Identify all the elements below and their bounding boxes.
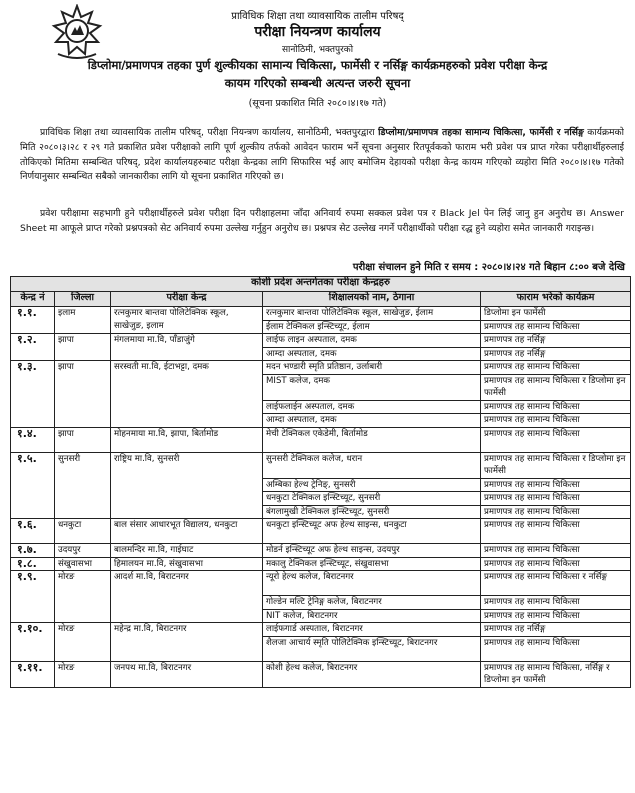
exam-center-cell: महेन्द्र मा.वि, बिराटनगर xyxy=(111,623,263,662)
district-cell: इलाम xyxy=(55,307,111,334)
center-number: १.८. xyxy=(11,557,55,571)
program-cell: प्रमाणपत्र तह सामान्य चिकित्सा xyxy=(481,557,631,571)
publish-date: (सूचना प्रकाशित मिति २०८०।४।१७ गते) xyxy=(248,98,387,109)
program-cell: प्रमाणपत्र तह नर्सिङ्ग xyxy=(481,623,631,637)
col-header-program: फाराम भरेको कार्यक्रम xyxy=(481,292,631,307)
table-row xyxy=(11,334,631,348)
program-cell: प्रमाणपत्र तह सामान्य चिकित्सा xyxy=(481,478,631,492)
school-cell: लाईफगार्ड अस्पताल, बिराटनगर xyxy=(263,623,481,637)
program-cell: प्रमाणपत्र तह सामान्य चिकित्सा xyxy=(481,492,631,506)
program-cell: प्रमाणपत्र तह सामान्य चिकित्सा xyxy=(481,400,631,414)
center-number: १.१. xyxy=(11,307,55,334)
district-cell: मोरङ xyxy=(55,623,111,662)
table-row xyxy=(11,557,631,571)
exam-center-cell: मोहनमाया मा.वि, झापा, बिर्तामोड xyxy=(111,427,263,452)
district-cell: झापा xyxy=(55,361,111,428)
office-address: सानोठिमी, भक्तपुरको xyxy=(281,45,354,55)
school-cell: मकालु टेक्निकल इन्स्टिच्यूट, संखुवासभा xyxy=(263,557,481,571)
school-cell: आम्दा अस्पताल, दमक xyxy=(263,414,481,428)
col-header-school: शिक्षालयको नाम, ठेगाना xyxy=(263,292,481,307)
table-title: कोशी प्रदेश अन्तर्गतका परीक्षा केन्द्रहरु xyxy=(11,277,631,292)
district-cell: मोरङ xyxy=(55,571,111,623)
table-row xyxy=(11,661,631,687)
school-cell: धनकुटा टेक्निकल इन्स्टिच्यूट, सुनसरी xyxy=(263,492,481,506)
notice-paragraph-2: प्रवेश परीक्षामा सहभागी हुने परीक्षार्थीहरुले प्रवेश परीक्षा दिन परीक्षाहलमा जाँदा अनिवार्य रुपमा सक्कल प्रवेश पत्र र Black Jel पेन लिई जानु हुन अनुरोध छ। Answer Sheet मा आफूले प्राप्त गरेको प्रश्नपत्रको सेट अनिवार्य रुपमा उल्लेख गर्नुहुन अनुरोध छ। प्रश्नपत्र सेट उल्लेख नगर्ने परीक्षार्थीको परीक्षा रद्ध हुने व्यहोरा समेत जानकारी गराइन्छ। xyxy=(20,208,624,234)
district-cell: उदयपुर xyxy=(55,544,111,558)
col-header-district: जिल्ला xyxy=(55,292,111,307)
center-number: १.५. xyxy=(11,452,55,519)
exam-center-cell: रत्नकुमार बान्तवा पोलिटेक्निक स्कूल, साखेजुङ, इलाम xyxy=(111,307,263,334)
program-cell: प्रमाणपत्र तह सामान्य चिकित्सा र डिप्लोमा इन फार्मेसी xyxy=(481,374,631,400)
school-cell: MIST कलेज, दमक xyxy=(263,374,481,400)
school-cell: न्यूरो हेल्थ कलेज, बिराटनगर xyxy=(263,571,481,596)
school-cell: ईलाम टेक्निकल इन्स्टिच्यूट, ईलाम xyxy=(263,320,481,334)
district-cell: संखुवासभा xyxy=(55,557,111,571)
school-cell: लाईफलाईन अस्पताल, दमक xyxy=(263,400,481,414)
district-cell: झापा xyxy=(55,334,111,361)
exam-datetime: परीक्षा संचालन हुने मिति र समय : २०८०।४।२४ गते बिहान ८:०० बजे देखि xyxy=(352,262,625,273)
col-header-exam-center: परीक्षा केन्द्र xyxy=(111,292,263,307)
table-row xyxy=(11,452,631,478)
program-cell: प्रमाणपत्र तह सामान्य चिकित्सा र नर्सिङ्ग xyxy=(481,571,631,596)
school-cell: मोडर्न इन्स्टिच्यूट अफ हेल्थ साइन्स, उदयपुर xyxy=(263,544,481,558)
school-cell: रत्नकुमार बान्तवा पोलिटेक्निक स्कूल, साखेजुङ, ईलाम xyxy=(263,307,481,321)
exam-center-cell: बाल संसार आधारभूत विद्यालय, धनकुटा xyxy=(111,519,263,544)
center-number: १.४. xyxy=(11,427,55,452)
district-cell: झापा xyxy=(55,427,111,452)
program-cell: प्रमाणपत्र तह सामान्य चिकित्सा, नर्सिङ्ग र डिप्लोमा इन फार्मेसी xyxy=(481,661,631,687)
school-cell: कोशी हेल्थ कलेज, बिराटनगर xyxy=(263,661,481,687)
exam-centers-table xyxy=(10,276,631,688)
office-name: परीक्षा नियन्त्रण कार्यालय xyxy=(254,24,381,40)
program-cell: प्रमाणपत्र तह सामान्य चिकित्सा xyxy=(481,544,631,558)
school-cell: NIT कलेज, बिराटनगर xyxy=(263,609,481,623)
center-number: १.१०. xyxy=(11,623,55,662)
exam-center-cell: सरस्वती मा.वि, ईटाभट्टा, दमक xyxy=(111,361,263,428)
exam-center-cell: बालमन्दिर मा.वि, गाईघाट xyxy=(111,544,263,558)
table-row xyxy=(11,571,631,596)
school-cell: धनकुटा इन्स्टिच्यूट अफ हेल्थ साइन्स, धनकुटा xyxy=(263,519,481,544)
table-row xyxy=(11,427,631,452)
school-cell: शैलजा आचार्य स्मृति पोलिटेक्निक इन्स्टिच्यूट, बिराटनगर xyxy=(263,636,481,661)
program-cell: प्रमाणपत्र तह नर्सिङ्ग xyxy=(481,347,631,361)
program-cell: प्रमाणपत्र तह सामान्य चिकित्सा xyxy=(481,505,631,519)
col-header-center-no: केन्द्र नं xyxy=(11,292,55,307)
school-cell: सुनसरी टेक्निकल कलेज, धरान xyxy=(263,452,481,478)
exam-center-cell: राष्ट्रिय मा.वि, सुनसरी xyxy=(111,452,263,519)
notice-paragraph-1: प्राविधिक शिक्षा तथा व्यावसायिक तालीम परिषद्, परीक्षा नियन्त्रण कार्यालय, सानोठिमी, भक्तपुरद्वारा डिप्लोमा/प्रमाणपत्र तहका सामान्य चिकित्सा, फार्मेसी र नर्सिङ्ग कार्यक्रमको मिति २०८०।३।२८ र २९ गते प्रकाशित प्रवेश परीक्षाको लागि पूर्ण शुल्कीय तर्फको आवेदन फाराम भर्ने सूचना अनुसार रितपूर्वकको फाराम भरी प्रवेश पत्र प्राप्त गरेका परीक्षार्थीहरुलाई तोकिएको मितिमा सम्बन्धित परिषद्, प्रदेश कार्यालयहरुबाट परीक्षा केन्द्रका लागि सिफारिस भई आए बमोजिम देहायको परीक्षा केन्द्र कायम गरिएको व्यहोरा मिति २०८०।४।१७ गतेको निर्णयानुसार सम्बन्धित सबैको जानकारीका लागि यो सूचना प्रकाशित गरिएको छ। xyxy=(20,127,624,183)
program-cell: प्रमाणपत्र तह सामान्य चिकित्सा xyxy=(481,636,631,661)
program-cell: प्रमाणपत्र तह सामान्य चिकित्सा र डिप्लोमा इन फार्मेसी xyxy=(481,452,631,478)
program-cell: प्रमाणपत्र तह सामान्य चिकित्सा xyxy=(481,320,631,334)
district-cell: मोरङ xyxy=(55,661,111,687)
exam-center-cell: जनपथ मा.वि, बिराटनगर xyxy=(111,661,263,687)
center-number: १.११. xyxy=(11,661,55,687)
exam-center-cell: मंगलमाया मा.वि, पाँडाजुंगे xyxy=(111,334,263,361)
program-cell: प्रमाणपत्र तह सामान्य चिकित्सा xyxy=(481,427,631,452)
program-cell: प्रमाणपत्र तह सामान्य चिकित्सा xyxy=(481,414,631,428)
center-number: १.६. xyxy=(11,519,55,544)
program-cell: प्रमाणपत्र तह सामान्य चिकित्सा xyxy=(481,609,631,623)
program-cell: प्रमाणपत्र तह सामान्य चिकित्सा xyxy=(481,596,631,610)
exam-center-cell: आदर्श मा.वि, बिराटनगर xyxy=(111,571,263,623)
notice-title-line2: कायम गरिएको सम्बन्धी अत्यन्त जरुरी सूचना xyxy=(224,76,411,90)
table-row xyxy=(11,623,631,637)
school-cell: आम्दा अस्पताल, दमक xyxy=(263,347,481,361)
school-cell: गोल्डेन मल्टि ट्रेनिङ्ग कलेज, बिराटनगर xyxy=(263,596,481,610)
school-cell: मेची टेक्निकल एकेडेमी, बिर्तामोड xyxy=(263,427,481,452)
school-cell: लाईफ लाइन अस्पताल, दमक xyxy=(263,334,481,348)
program-cell: प्रमाणपत्र तह सामान्य चिकित्सा xyxy=(481,519,631,544)
table-row xyxy=(11,307,631,321)
council-name: प्राविधिक शिक्षा तथा व्यावसायिक तालीम परिषद् xyxy=(231,11,404,22)
program-cell: प्रमाणपत्र तह सामान्य चिकित्सा xyxy=(481,361,631,375)
notice-title-line1: डिप्लोमा/प्रमाणपत्र तहका पुर्ण शुल्कीयका सामान्य चिकित्सा, फार्मेसी र नर्सिङ्ग कार्यक्रमहरुको प्रवेश परीक्षा केन्द्र xyxy=(87,58,548,72)
table-row xyxy=(11,519,631,544)
center-number: १.३. xyxy=(11,361,55,428)
school-cell: बंगलामुखी टेक्निकल इन्स्टिच्यूट, सुनसरी xyxy=(263,505,481,519)
programs-highlight: डिप्लोमा/प्रमाणपत्र तहका सामान्य चिकित्सा, फार्मेसी र नर्सिङ्ग xyxy=(378,127,584,138)
table-row xyxy=(11,544,631,558)
center-number: १.२. xyxy=(11,334,55,361)
district-cell: धनकुटा xyxy=(55,519,111,544)
program-cell: प्रमाणपत्र तह नर्सिङ्ग xyxy=(481,334,631,348)
school-cell: अम्बिका हेल्थ ट्रेनिङ्, सुनसरी xyxy=(263,478,481,492)
center-number: १.७. xyxy=(11,544,55,558)
school-cell: मदन भण्डारी स्मृति प्रतिष्ठान, उर्लाबारी xyxy=(263,361,481,375)
exam-center-cell: हिमालयन मा.वि, संखुवासभा xyxy=(111,557,263,571)
program-cell: डिप्लोमा इन फार्मेसी xyxy=(481,307,631,321)
table-row xyxy=(11,361,631,375)
district-cell: सुनसरी xyxy=(55,452,111,519)
center-number: १.९. xyxy=(11,571,55,623)
